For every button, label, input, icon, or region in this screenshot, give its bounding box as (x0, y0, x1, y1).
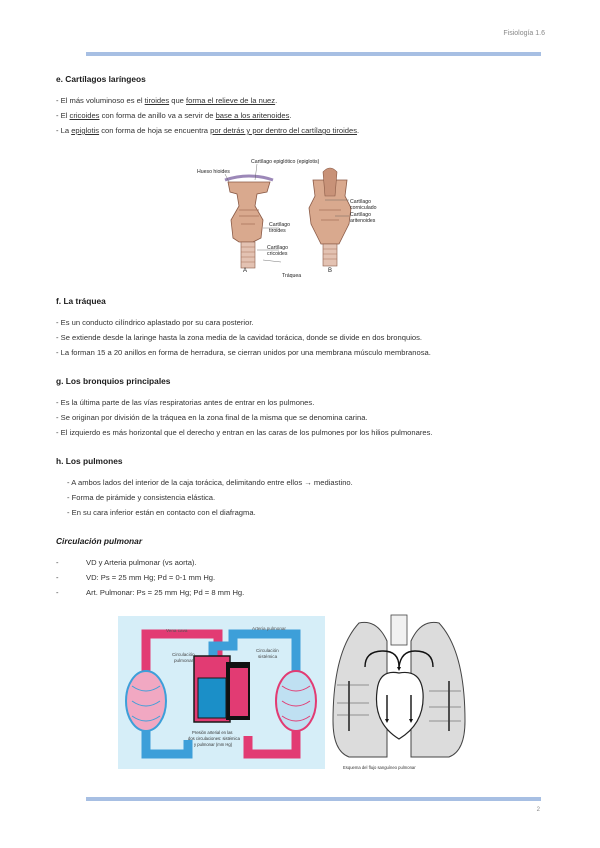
larynx-posterior-drawing (309, 168, 351, 266)
label-corniculate-1: Cartílago (350, 199, 372, 205)
section-e-line-1: - El más voluminoso es el tiroides que forma el relieve de la nuez. (56, 96, 278, 105)
label-corniculate-2: corniculado (350, 205, 377, 211)
label-pulmonary-artery: Arteria pulmonar (252, 626, 286, 631)
label-b: B (328, 268, 333, 274)
label-vena-cava: Vena cava (166, 628, 188, 633)
label-thyroid-1: Cartílago (269, 222, 291, 228)
larynx-figure (195, 150, 395, 285)
label-systemic-circ-2: sistémica (258, 654, 278, 659)
section-g-title: g. Los bronquios principales (56, 376, 171, 386)
section-e-line-2: - El cricoides con forma de anillo va a servir de base a los aritenoides. (56, 111, 292, 120)
label-arytenoid-2: aritenoides (350, 218, 376, 224)
label-pulmonary-circ-1: Circulación (172, 652, 195, 657)
header-title: Fisiología 1.6 (503, 30, 545, 37)
circulation-bullet-1: - VD y Arteria pulmonar (vs aorta). (56, 558, 197, 567)
lung-flow-diagram (329, 611, 469, 773)
section-f-line-1: - Es un conducto cilíndrico aplastado por su cara posterior. (56, 318, 254, 327)
larynx-anterior-drawing (225, 176, 273, 268)
label-pulmonary-circ-2: pulmonar (174, 658, 194, 663)
section-h-line-2: - Forma de pirámide y consistencia elástica. (67, 493, 216, 502)
section-f-line-3: - La forman 15 a 20 anillos en forma de herradura, se cierran unidos por una membrana músculo membranosa. (56, 348, 431, 357)
section-h-title: h. Los pulmones (56, 456, 123, 466)
label-hyoid-bone: Hueso hioides (197, 169, 230, 175)
label-trachea: Tráquea (282, 273, 302, 279)
label-thyroid-2: tiroides (269, 228, 286, 234)
circulation-bullet-2: - VD: Ps = 25 mm Hg; Pd = 0-1 mm Hg. (56, 573, 216, 582)
caption-pressure-3: y pulmonar (mm Hg) (194, 742, 233, 747)
section-f-line-2: - Se extiende desde la laringe hasta la zona media de la cavidad torácica, donde se divide en dos bronquios. (56, 333, 423, 342)
section-g-line-3: - El izquierdo es más horizontal que el derecho y entran en las caras de los pulmones por los hilios pulmonares. (56, 428, 433, 437)
label-cricoid-2: cricoides (267, 251, 288, 257)
header-divider (86, 52, 541, 56)
label-cricoid-1: Cartílago (267, 245, 289, 251)
section-g-line-2: - Se originan por división de la tráquea en la zona final de la misma que se denomina carina. (56, 413, 368, 422)
caption-pressure-2: dos circulaciones: sistémica (188, 736, 240, 741)
circulation-title: Circulación pulmonar (56, 536, 143, 546)
lung-flow-caption: Esquema del flujo sanguíneo pulmonar (343, 765, 416, 770)
label-systemic-circ-1: Circulación (256, 648, 279, 653)
section-e-line-3: - La epiglotis con forma de hoja se encuentra por detrás y por dentro del cartílago tiroides. (56, 126, 360, 135)
section-f-title: f. La tráquea (56, 296, 106, 306)
caption-pressure-1: Presión arterial en las (192, 730, 233, 735)
section-g-line-1: - Es la última parte de las vías respiratorias antes de entrar en los pulmones. (56, 398, 315, 407)
section-e-title: e. Cartílagos laríngeos (56, 74, 146, 84)
section-h-line-1: - A ambos lados del interior de la caja torácica, delimitando entre ellos → mediastino. (67, 478, 353, 487)
page-number: 2 (536, 807, 540, 813)
label-epiglottis: Cartílago epiglótico (epiglotis) (251, 159, 320, 165)
circulation-bullet-3: - Art. Pulmonar: Ps = 25 mm Hg; Pd = 8 mm Hg. (56, 588, 245, 597)
circulation-diagram (118, 616, 325, 769)
label-arytenoid-1: Cartílago (350, 212, 372, 218)
label-a: A (243, 268, 248, 274)
footer-divider (86, 797, 541, 801)
section-h-line-3: - En su cara inferior están en contacto con el diafragma. (67, 508, 256, 517)
